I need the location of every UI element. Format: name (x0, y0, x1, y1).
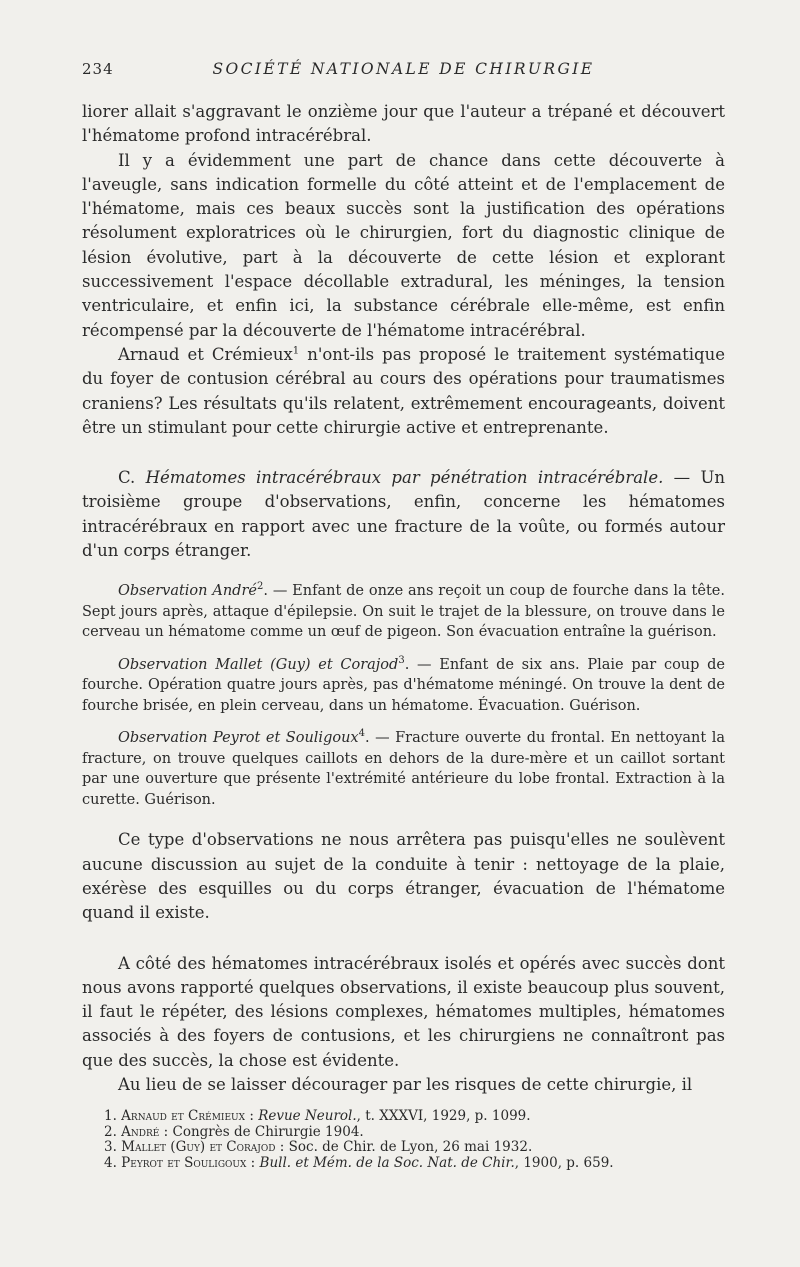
footnote (104, 1109, 724, 1125)
footnote-authors: Arnaud et Crémieux (121, 1108, 246, 1124)
footnote-ref: 3 (398, 655, 405, 667)
footnote (104, 1156, 724, 1172)
footnotes (104, 1109, 724, 1171)
footnote-authors: Peyrot et Souligoux (121, 1154, 247, 1171)
footnote-separator: : (275, 1139, 289, 1155)
observation-text: . — Enfant de onze ans reçoit un coup de fourche dans la tête. Sept jours après, attaque d'épilepsie. On suit le trajet de la blessure, on trouve dans le cerveau un hématome comme un œuf de pigeon. Son évacuation entraîne la guérison. (82, 583, 725, 641)
paragraph: Il y a évidemment une part de chance dans cette découverte à l'aveugle, sans indication formelle du côté atteint et de l'emplacement de l'hématome, mais ces beaux succès sont la justification des opérations résolument exploratrices où le chirurgien, fort du diagnostic clinique de lésion évolutive, part à la découverte de cette lésion et explorant successivement l'espace décollable extradural, les méninges, la tension ventriculaire, et enfin ici, la substance cérébrale elle-même, est enfin récompensé par la découverte de l'hématome intracérébral. (82, 150, 725, 340)
footnote-ref: 4 (358, 728, 365, 740)
footnote-title: Revue Neurol. (258, 1108, 357, 1124)
observation-text: . — Fracture ouverte du frontal. En nettoyant la fracture, on trouve quelques caillots en dehors de la dure-mère et un caillot sortant par une ouverture que présente l'extrémité antérieure du lobe frontal. Extraction à la curette. Guérison. (82, 730, 725, 808)
footnote-text: Soc. de Chir. de Lyon, 26 mai 1932. (288, 1139, 533, 1155)
footnote-title: Bull. et Mém. de la Soc. Nat. de Chir. (259, 1154, 515, 1171)
paragraph: Ce type d'observations ne nous arrêtera pas puisqu'elles ne soulèvent aucune discussion au sujet de la conduite à tenir : nettoyage de la plaie, exérèse des esquilles ou du corps étranger, évacuation de l'hématome quand il existe. (82, 830, 725, 923)
footnote (104, 1140, 724, 1156)
observation-title: Observation André (118, 583, 257, 600)
footnote-separator: : (246, 1154, 260, 1171)
observation (82, 655, 725, 717)
paragraph: A côté des hématomes intracérébraux isolés et opérés avec succès dont nous avons rapporté quelques observations, il existe beaucoup plus souvent, il faut le répéter, des lésions complexes, hématomes multiples, hématomes associés à des foyers de contusions, et les chirurgiens ne connaîtront pas que des succès, la chose est évidente. (82, 953, 725, 1070)
paragraph (82, 343, 725, 440)
footnote-text: , t. XXXVI, 1929, p. 1099. (356, 1108, 531, 1124)
footnote (104, 1125, 724, 1141)
footnote-text: Congrès de Chirurgie 1904. (172, 1123, 364, 1140)
observation-title: Observation Mallet (Guy) et Corajod (118, 656, 399, 673)
author-names: Arnaud et Crémieux (118, 344, 293, 364)
footnote-number: 2. (104, 1123, 122, 1140)
page-number: 234 (82, 60, 114, 78)
footnote-authors: André (121, 1123, 160, 1140)
footnote-separator: : (159, 1123, 173, 1140)
footnote-number: 3. (104, 1139, 122, 1155)
footnote-number: 4. (104, 1154, 122, 1171)
observation (82, 728, 725, 810)
observation-text: . — Enfant de six ans. Plaie par coup de fourche. Opération quatre jours après, pas d'hématome méningé. On trouve la dent de fourche brisée, en plein cerveau, dans un hématome. Évacuation. Guérison. (82, 656, 725, 714)
observation (82, 581, 725, 643)
footnote-separator: : (245, 1108, 259, 1124)
footnote-ref: 2 (256, 581, 264, 593)
footnote-ref: 1 (292, 345, 300, 357)
body-text (82, 100, 725, 1097)
section-c-paragraph (82, 466, 725, 563)
paragraph-text: — Un troisième groupe d'observations, enfin, concerne les hématomes intracérébraux en rapport avec une fracture de la voûte, ou formés autour d'un corps étranger. (82, 468, 726, 561)
footnote-number: 1. (104, 1108, 122, 1124)
footnote-authors: Mallet (Guy) et Corajod (121, 1139, 276, 1155)
running-title: SOCIÉTÉ NATIONALE DE CHIRURGIE (212, 60, 595, 78)
observation-title: Observation Peyrot et Souligoux (118, 730, 359, 747)
paragraph: liorer allait s'aggravant le onzième jour que l'auteur a trépané et découvert l'hématome profond intracérébral. (82, 102, 725, 146)
footnote-text: , 1900, p. 659. (514, 1154, 614, 1171)
paragraph-text: n'ont-ils pas proposé le traitement systématique du foyer de contusion cérébral au cours des opérations pour traumatismes craniens? Les résultats qu'ils relatent, extrêmement encourageants, doivent être un stimulant pour cette chirurgie active et entreprenante. (82, 344, 725, 437)
page-header (82, 60, 725, 82)
section-label: C. (118, 468, 146, 488)
paragraph: Au lieu de se laisser décourager par les risques de cette chirurgie, il (118, 1075, 693, 1095)
section-title: Hématomes intracérébraux par pénétration intracérébrale. (145, 468, 664, 488)
